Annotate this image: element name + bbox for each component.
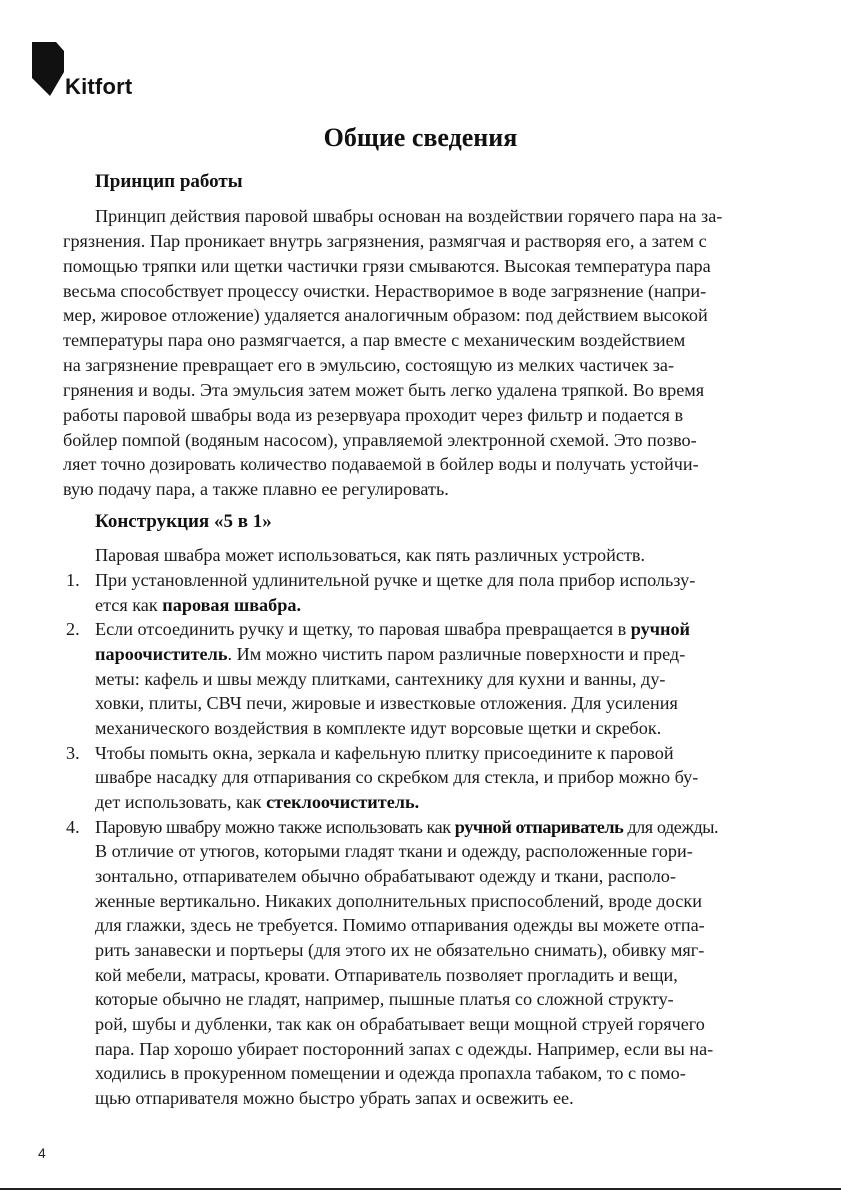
list-line: щью отпаривателя можно быстро убрать запах и освежить ее.	[95, 1088, 574, 1108]
kitfort-logo-icon	[32, 42, 66, 98]
list-line: пара. Пар хорошо убирает посторонний запах с одежды. Например, если вы на-	[95, 1039, 714, 1059]
list-line: Чтобы помыть окна, зеркала и кафельную плитку присоедините к паровой	[95, 743, 674, 763]
list-line: механического воздействия в комплекте идут ворсовые щетки и скребок.	[95, 718, 662, 738]
term-glass-cleaner: стеклоочиститель.	[266, 792, 420, 812]
list-line: ховки, плиты, СВЧ печи, жировые и известковые отложения. Для усиления	[95, 693, 678, 713]
list-line: кой мебели, матрасы, кровати. Отпариватель позволяет прогладить и вещи,	[95, 965, 678, 985]
list-line: В отличие от утюгов, которыми гладят ткани и одежду, расположенные гори-	[95, 841, 693, 861]
list-line: пароочиститель. Им можно чистить паром различные поверхности и пред-	[95, 644, 686, 664]
section-heading-principle: Принцип работы	[95, 171, 243, 192]
page-number: 4	[38, 1145, 46, 1161]
list-line: ходились в прокуренном помещении и одежда пропахла табаком, то с помо-	[95, 1063, 686, 1083]
list-line: Если отсоединить ручку и щетку, то паровая швабра превращается в ручной	[95, 619, 691, 639]
term-hand-steam-cleaner: ручной	[630, 619, 691, 639]
construction-intro: Паровая швабра может использоваться, как пять различных устройств.	[95, 545, 646, 565]
term-hand-steamer: ручной отпариватель	[454, 817, 624, 837]
paragraph-line: бойлер помпой (водяным насосом), управляемой электронной схемой. Это позво-	[63, 430, 697, 450]
list-item-number: 2.	[66, 619, 80, 639]
list-item-number: 1.	[66, 570, 80, 590]
list-line: ется как паровая швабра.	[95, 595, 302, 615]
kitfort-logo	[32, 42, 152, 102]
paragraph-line: Принцип действия паровой швабры основан на воздействии горячего пара на за-	[95, 206, 723, 226]
paragraph-line: на загрязнение превращает его в эмульсию, состоящую из мелких частичек за-	[63, 355, 675, 375]
list-item-number: 3.	[66, 743, 80, 763]
paragraph-line: работы паровой швабры вода из резервуара проходит через фильтр и подается в	[63, 405, 684, 425]
paragraph-line: грязнения. Пар проникает внутрь загрязнения, размягчая и растворяя его, а затем с	[63, 231, 707, 251]
list-line: дет использовать, как стеклоочиститель.	[95, 792, 420, 812]
list-line: швабре насадку для отпаривания со скребком для стекла, и прибор можно бу-	[95, 767, 699, 787]
list-line: меты: кафель и швы между плитками, сантехнику для кухни и ванны, ду-	[95, 669, 666, 689]
paragraph-line: грянения и воды. Эта эмульсия затем может быть легко удалена тряпкой. Во время	[63, 380, 705, 400]
page-title: Общие сведения	[323, 123, 518, 152]
paragraph-line: мер, жировое отложение) удаляется аналогичным образом: под действием высокой	[63, 305, 708, 325]
list-line: которые обычно не гладят, например, пышные платья со сложной структу-	[95, 989, 674, 1009]
paragraph-line: температуры пара оно размягчается, а пар вместе с механическим воздействием	[63, 330, 686, 350]
paragraph-line: ляет точно дозировать количество подаваемой в бойлер воды и получать устойчи-	[63, 454, 699, 474]
list-line: рой, шубы и дубленки, так как он обрабатывает вещи мощной струей горячего	[95, 1014, 705, 1034]
list-line: рить занавески и портьеры (для этого их не обязательно снимать), обивку мяг-	[95, 940, 705, 960]
bottom-rule	[0, 1188, 841, 1190]
list-line: Паровую швабру можно также использовать как ручной отпариватель для одежды.	[95, 817, 719, 837]
list-line: женные вертикально. Никаких дополнительных приспособлений, вроде доски	[95, 891, 702, 911]
paragraph-line: весьма способствует процессу очистки. Нерастворимое в воде загрязнение (напри-	[63, 281, 707, 301]
term-hand-steam-cleaner-cont: пароочиститель	[95, 644, 228, 664]
paragraph-line: помощью тряпки или щетки частички грязи смываются. Высокая температура пара	[63, 256, 711, 276]
list-item-number: 4.	[66, 817, 80, 837]
list-line: зонтально, отпаривателем обычно обрабатывают одежду и ткани, располо-	[95, 866, 676, 886]
term-steam-mop: паровая швабра.	[162, 595, 302, 615]
list-line: При установленной удлинительной ручке и щетке для пола прибор использу-	[95, 570, 696, 590]
paragraph-line: вую подачу пара, а также плавно ее регулировать.	[63, 479, 449, 499]
brand-name: Kitfort	[65, 74, 133, 99]
section-heading-construction: Конструкция «5 в 1»	[95, 511, 272, 532]
list-line: для глажки, здесь не требуется. Помимо отпаривания одежды вы можете отпа-	[95, 915, 705, 935]
